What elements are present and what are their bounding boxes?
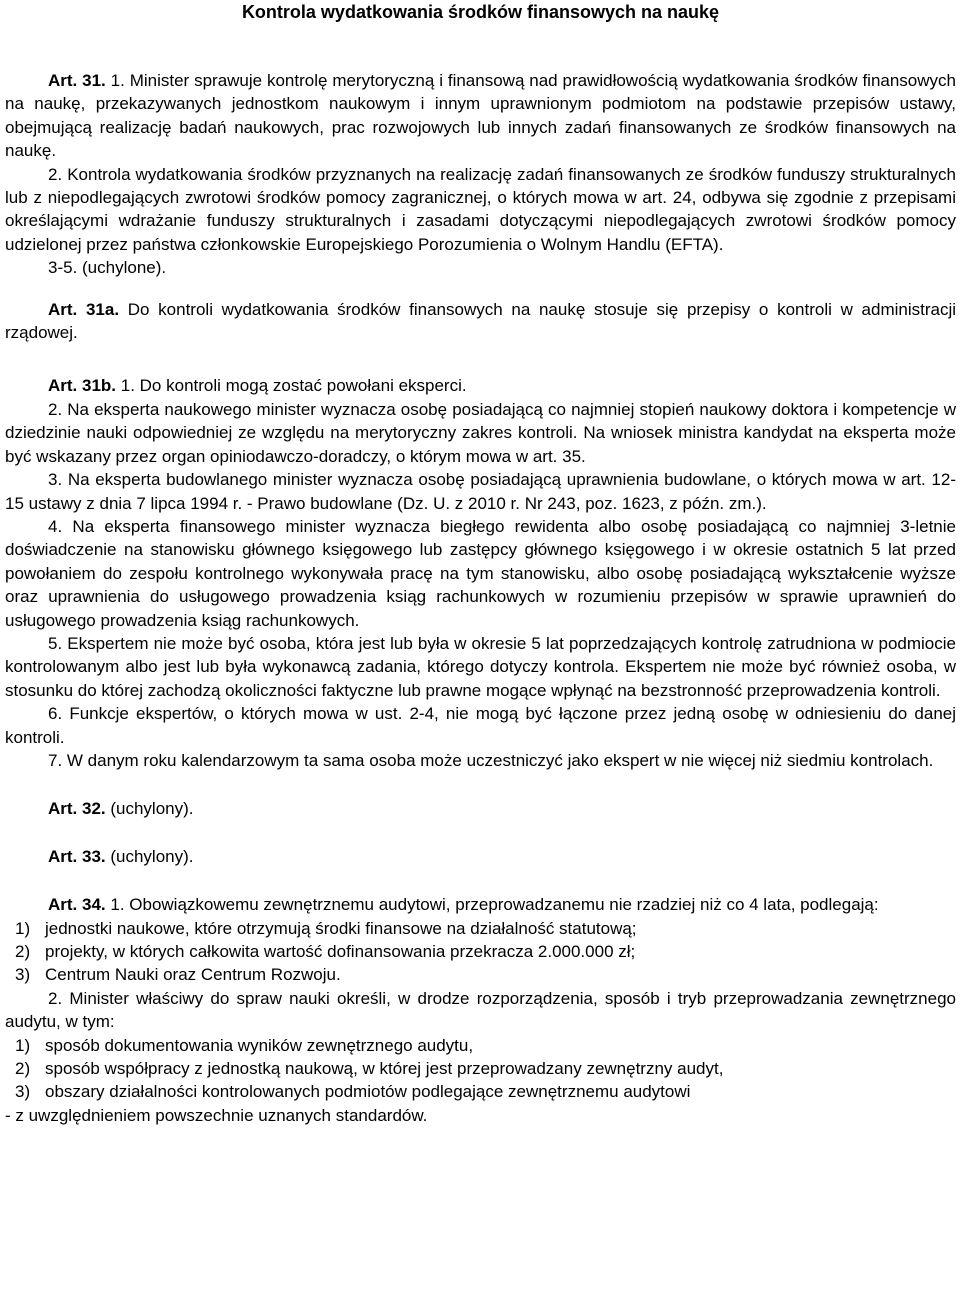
art-31b-label: Art. 31b. bbox=[48, 376, 117, 396]
art-31a-paragraph bbox=[5, 298, 956, 345]
art-34-paragraph-2: 2. Minister właściwy do spraw nauki określi, w drodze rozporządzenia, sposób i tryb przeprowadzania zewnętrznego audytu, w tym: bbox=[5, 988, 956, 1032]
list-item-number: 3) bbox=[15, 965, 31, 985]
list-item-text: sposób współpracy z jednostką naukową, w której jest przeprowadzany zewnętrzny audyt, bbox=[45, 1059, 724, 1079]
art-34-list-2 bbox=[5, 1034, 956, 1104]
list-item bbox=[5, 917, 956, 940]
art-33-label: Art. 33. bbox=[48, 846, 106, 866]
art-34-closing: - z uwzględnieniem powszechnie uznanych standardów. bbox=[5, 1105, 428, 1125]
list-item bbox=[5, 1034, 956, 1057]
art-31-paragraph-1 bbox=[5, 69, 956, 163]
list-item-number: 1) bbox=[15, 1035, 31, 1055]
art-31b-paragraph-6: 6. Funkcje ekspertów, o których mowa w ust. 2-4, nie mogą być łączone przez jedną osobę w odniesieniu do danej kontroli. bbox=[5, 704, 956, 747]
art-31b-paragraph-3: 3. Na eksperta budowlanego minister wyznacza osobę posiadającą uprawnienia budowlane, o których mowa w art. 12-15 ustawy z dnia 7 lipca 1994 r. - Prawo budowlane (Dz. U. z 2010 r. Nr 243, poz. 1623, z późn. zm.). bbox=[5, 470, 956, 513]
art-31-paragraph-2: 2. Kontrola wydatkowania środków przyznanych na realizację zadań finansowanych ze środków funduszy strukturalnych lub z niepodlegających zwrotowi środków pomocy zagranicznej, o których mowa w art. 24, odbywa się zgodnie z przepisami określającymi wdrażanie funduszy strukturalnych i zasadami dotyczącymi niepodlegających zwrotowi środków pomocy udzielonej przez państwa członkowskie Europejskiego Porozumienia o Wolnym Handlu (EFTA). bbox=[5, 164, 956, 254]
art-31a-label: Art. 31a. bbox=[48, 299, 120, 319]
art-34-paragraph-1 bbox=[5, 893, 956, 916]
list-item-text: obszary działalności kontrolowanych podmiotów podlegające zewnętrznemu audytowi bbox=[45, 1082, 691, 1102]
list-item-number: 2) bbox=[15, 942, 31, 961]
art-33-paragraph bbox=[5, 845, 956, 868]
list-item-number: 3) bbox=[15, 1082, 31, 1102]
document-title: Kontrola wydatkowania środków finansowych na naukę bbox=[241, 2, 720, 22]
art-31-label: Art. 31. bbox=[48, 71, 106, 90]
art-31-p1-number: 1. bbox=[110, 71, 125, 90]
art-31-paragraph-3-5: 3-5. (uchylone). bbox=[48, 258, 167, 278]
art-31b-paragraph-1 bbox=[5, 374, 956, 397]
art-32-text: (uchylony). bbox=[105, 799, 194, 819]
art-34-p1-text: 1. Obowiązkowemu zewnętrznemu audytowi, przeprowadzanemu nie rzadziej niż co 4 lata, podlegają: bbox=[105, 895, 879, 915]
art-31b-paragraph-5: 5. Ekspertem nie może być osoba, która jest lub była w okresie 5 lat poprzedzających kontrolę zatrudniona w podmiocie kontrolowanym albo jest lub była wykonawcą zadania, którego dotyczy kontrola. Ekspertem nie może być również osoba, w stosunku do której zachodzą okoliczności faktyczne lub prawne mogące wpłynąć na bezstronność przeprowadzenia kontroli. bbox=[5, 633, 956, 700]
art-31b-paragraph-2: 2. Na eksperta naukowego minister wyznacza osobę posiadającą co najmniej stopień naukowy doktora i kompetencje w dziedzinie nauki odpowiedniej ze względu na merytoryczny zakres kontroli. Na wniosek ministra kandydat na eksperta może być wskazany przez organ opiniodawczo-doradczy, o którym mowa w art. 35. bbox=[5, 399, 956, 466]
list-item-text: Centrum Nauki oraz Centrum Rozwoju. bbox=[45, 965, 341, 985]
list-item-number: 2) bbox=[15, 1059, 31, 1079]
art-31a-text: Do kontroli wydatkowania środków finansowych na naukę stosuje się przepisy o kontroli w administracji rządowej. bbox=[5, 299, 957, 343]
list-item-text: jednostki naukowe, które otrzymują środki finansowe na działalność statutową; bbox=[45, 918, 637, 938]
art-31-p1-text: Minister sprawuje kontrolę merytoryczną i finansową nad prawidłowością wydatkowania środków finansowych na naukę, przekazywanych jednostkom naukowym i innym uprawnionym podmiotom na podstawie przepisów ustawy, obejmującą realizację badań naukowych, prac rozwojowych lub innych zadań finansowanych ze środków finansowych na naukę. bbox=[5, 71, 956, 161]
list-item bbox=[5, 1057, 956, 1080]
list-item-number: 1) bbox=[15, 918, 31, 938]
art-34-label: Art. 34. bbox=[48, 895, 106, 915]
art-31b-paragraph-4: 4. Na eksperta finansowego minister wyznacza biegłego rewidenta albo osobę posiadającą co najmniej 3-letnie doświadczenie na stanowisku głównego księgowego lub zastępcy głównego księgowego i w okresie ostatnich 5 lat przed powołaniem do zespołu kontrolnego wykonywała pracę na tym stanowisku, albo osobę posiadającą wykształcenie wyższe oraz uprawnienia do usługowego prowadzenia ksiąg rachunkowych w rozumieniu przepisów w sprawie uprawnień do usługowego prowadzenia ksiąg rachunkowych. bbox=[5, 516, 956, 630]
art-32-paragraph bbox=[5, 797, 956, 820]
art-32-label: Art. 32. bbox=[48, 799, 106, 819]
list-item-text: projekty, w których całkowita wartość dofinansowania przekracza 2.000.000 zł; bbox=[45, 942, 636, 961]
art-31b-paragraph-7: 7. W danym roku kalendarzowym ta sama osoba może uczestniczyć jako ekspert w nie więcej niż siedmiu kontrolach. bbox=[48, 750, 934, 770]
list-item bbox=[5, 963, 956, 986]
art-31b-p1-text: 1. Do kontroli mogą zostać powołani eksperci. bbox=[116, 376, 467, 396]
list-item bbox=[5, 940, 956, 963]
art-33-text: (uchylony). bbox=[105, 846, 194, 866]
list-item-text: sposób dokumentowania wyników zewnętrznego audytu, bbox=[45, 1035, 474, 1055]
art-34-list-1 bbox=[5, 917, 956, 987]
list-item bbox=[5, 1080, 956, 1103]
